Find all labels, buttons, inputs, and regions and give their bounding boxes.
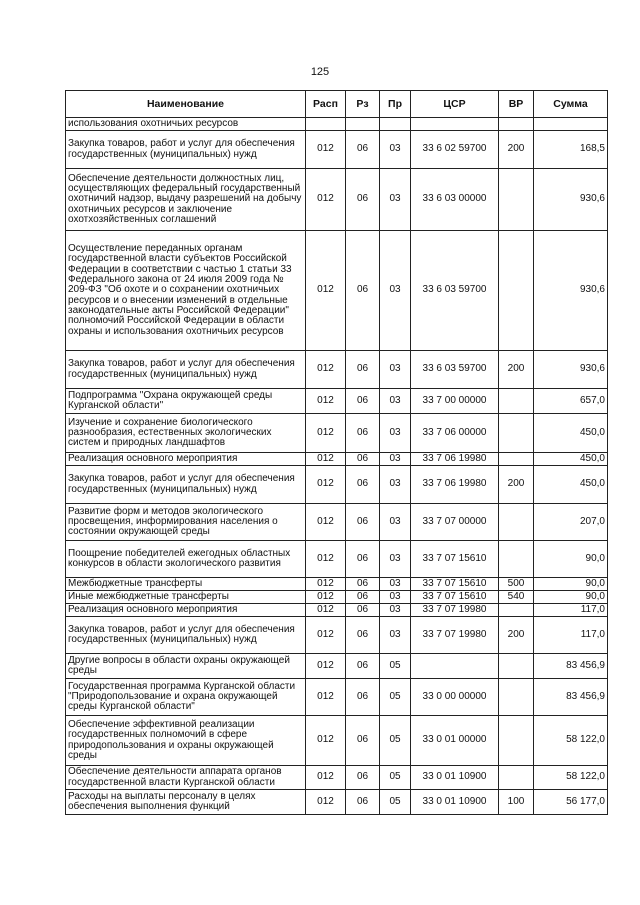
cell-rasp: 012 — [306, 414, 346, 453]
cell-csr: 33 7 06 19980 — [411, 453, 499, 466]
cell-csr — [411, 118, 499, 131]
table-row — [66, 591, 608, 604]
table-row — [66, 578, 608, 591]
cell-sum: 450,0 — [534, 414, 608, 453]
cell-name: использования охотничьих ресурсов — [66, 118, 306, 131]
page-number: 125 — [310, 66, 330, 78]
cell-sum: 58 122,0 — [534, 716, 608, 766]
cell-rasp: 012 — [306, 453, 346, 466]
cell-vr — [499, 414, 534, 453]
cell-sum: 450,0 — [534, 466, 608, 504]
cell-rasp: 012 — [306, 389, 346, 414]
cell-pr: 03 — [380, 169, 411, 231]
cell-name: Расходы на выплаты персоналу в целях обеспечения выполнения функций — [66, 790, 306, 815]
table-row — [66, 351, 608, 389]
cell-rz: 06 — [346, 716, 380, 766]
cell-rasp: 012 — [306, 231, 346, 351]
table-row — [66, 541, 608, 578]
header-csr: ЦСР — [411, 91, 499, 118]
cell-pr: 03 — [380, 504, 411, 541]
cell-vr — [499, 231, 534, 351]
cell-sum: 450,0 — [534, 453, 608, 466]
cell-csr: 33 7 07 15610 — [411, 578, 499, 591]
cell-vr — [499, 716, 534, 766]
cell-rz: 06 — [346, 466, 380, 504]
cell-sum: 90,0 — [534, 541, 608, 578]
cell-vr — [499, 654, 534, 679]
cell-rasp: 012 — [306, 604, 346, 617]
cell-vr — [499, 504, 534, 541]
cell-pr: 05 — [380, 679, 411, 716]
cell-rz: 06 — [346, 414, 380, 453]
table-row — [66, 453, 608, 466]
table-body — [66, 118, 608, 815]
cell-rasp: 012 — [306, 504, 346, 541]
cell-csr: 33 7 07 00000 — [411, 504, 499, 541]
cell-rasp: 012 — [306, 790, 346, 815]
cell-csr: 33 0 00 00000 — [411, 679, 499, 716]
cell-name: Поощрение победителей ежегодных областных конкурсов в области экологического развития — [66, 541, 306, 578]
cell-csr: 33 6 02 59700 — [411, 131, 499, 169]
cell-rasp: 012 — [306, 351, 346, 389]
cell-pr: 03 — [380, 131, 411, 169]
cell-rz: 06 — [346, 389, 380, 414]
cell-name: Закупка товаров, работ и услуг для обеспечения государственных (муниципальных) нужд — [66, 131, 306, 169]
table-row — [66, 679, 608, 716]
cell-name: Развитие форм и методов экологического просвещения, информирования населения о состоянии окружающей среды — [66, 504, 306, 541]
cell-sum: 90,0 — [534, 578, 608, 591]
cell-name: Закупка товаров, работ и услуг для обеспечения государственных (муниципальных) нужд — [66, 617, 306, 654]
cell-rz: 06 — [346, 453, 380, 466]
cell-name: Закупка товаров, работ и услуг для обеспечения государственных (муниципальных) нужд — [66, 466, 306, 504]
table-row — [66, 716, 608, 766]
cell-pr: 03 — [380, 351, 411, 389]
cell-name: Закупка товаров, работ и услуг для обеспечения государственных (муниципальных) нужд — [66, 351, 306, 389]
cell-name: Обеспечение деятельности должностных лиц, осуществляющих федеральный государственный охотничий надзор, выдачу разрешений на добычу охотничьих ресурсов и заключение охотхозяйственных соглашений — [66, 169, 306, 231]
cell-sum: 58 122,0 — [534, 766, 608, 790]
cell-pr — [380, 118, 411, 131]
cell-rz: 06 — [346, 541, 380, 578]
cell-rz: 06 — [346, 591, 380, 604]
cell-sum: 930,6 — [534, 351, 608, 389]
cell-rz: 06 — [346, 790, 380, 815]
cell-sum: 83 456,9 — [534, 654, 608, 679]
table-header-row — [66, 91, 608, 118]
table-row — [66, 766, 608, 790]
table-row — [66, 504, 608, 541]
cell-rz: 06 — [346, 131, 380, 169]
cell-name: Подпрограмма "Охрана окружающей среды Курганской области" — [66, 389, 306, 414]
cell-name: Изучение и сохранение биологического разнообразия, естественных экологических систем и природных ландшафтов — [66, 414, 306, 453]
cell-csr: 33 6 03 00000 — [411, 169, 499, 231]
cell-csr: 33 7 06 00000 — [411, 414, 499, 453]
table-row — [66, 131, 608, 169]
cell-rz: 06 — [346, 351, 380, 389]
table-row — [66, 118, 608, 131]
cell-csr: 33 6 03 59700 — [411, 351, 499, 389]
cell-sum: 56 177,0 — [534, 790, 608, 815]
cell-vr — [499, 604, 534, 617]
cell-csr: 33 0 01 10900 — [411, 790, 499, 815]
cell-sum: 117,0 — [534, 617, 608, 654]
cell-sum: 207,0 — [534, 504, 608, 541]
cell-csr: 33 0 01 10900 — [411, 766, 499, 790]
cell-rz: 06 — [346, 169, 380, 231]
budget-table — [65, 90, 608, 815]
cell-pr: 03 — [380, 453, 411, 466]
cell-csr: 33 7 07 15610 — [411, 591, 499, 604]
header-pr: Пр — [380, 91, 411, 118]
cell-rasp: 012 — [306, 654, 346, 679]
table-row — [66, 389, 608, 414]
cell-pr: 05 — [380, 716, 411, 766]
cell-vr — [499, 766, 534, 790]
cell-sum: 83 456,9 — [534, 679, 608, 716]
cell-csr: 33 7 07 19980 — [411, 604, 499, 617]
header-rz: Рз — [346, 91, 380, 118]
cell-rz: 06 — [346, 604, 380, 617]
cell-vr: 500 — [499, 578, 534, 591]
cell-name: Обеспечение эффективной реализации государственных полномочий в сфере природопользования и охраны окружающей среды — [66, 716, 306, 766]
cell-sum: 168,5 — [534, 131, 608, 169]
cell-vr — [499, 118, 534, 131]
cell-vr: 200 — [499, 617, 534, 654]
cell-sum: 117,0 — [534, 604, 608, 617]
cell-rz — [346, 118, 380, 131]
cell-rasp: 012 — [306, 617, 346, 654]
cell-rasp — [306, 118, 346, 131]
cell-csr: 33 7 07 15610 — [411, 541, 499, 578]
table-row — [66, 654, 608, 679]
cell-rasp: 012 — [306, 679, 346, 716]
header-name: Наименование — [66, 91, 306, 118]
header-sum: Сумма — [534, 91, 608, 118]
cell-vr: 100 — [499, 790, 534, 815]
cell-csr: 33 7 07 19980 — [411, 617, 499, 654]
cell-vr: 200 — [499, 466, 534, 504]
cell-pr: 03 — [380, 591, 411, 604]
cell-vr — [499, 169, 534, 231]
cell-rasp: 012 — [306, 466, 346, 504]
cell-pr: 03 — [380, 231, 411, 351]
cell-pr: 03 — [380, 389, 411, 414]
cell-pr: 03 — [380, 541, 411, 578]
cell-pr: 03 — [380, 578, 411, 591]
cell-vr: 200 — [499, 131, 534, 169]
cell-rasp: 012 — [306, 541, 346, 578]
cell-name: Обеспечение деятельности аппарата органов государственной власти Курганской области — [66, 766, 306, 790]
cell-sum: 657,0 — [534, 389, 608, 414]
cell-csr: 33 7 00 00000 — [411, 389, 499, 414]
cell-name: Иные межбюджетные трансферты — [66, 591, 306, 604]
cell-pr: 03 — [380, 617, 411, 654]
cell-rz: 06 — [346, 231, 380, 351]
header-vr: ВР — [499, 91, 534, 118]
cell-name: Межбюджетные трансферты — [66, 578, 306, 591]
cell-rz: 06 — [346, 679, 380, 716]
cell-name: Реализация основного мероприятия — [66, 453, 306, 466]
table-row — [66, 466, 608, 504]
cell-sum — [534, 118, 608, 131]
cell-rasp: 012 — [306, 716, 346, 766]
cell-rz: 06 — [346, 578, 380, 591]
cell-vr: 540 — [499, 591, 534, 604]
cell-pr: 05 — [380, 654, 411, 679]
cell-pr: 05 — [380, 790, 411, 815]
table-row — [66, 231, 608, 351]
cell-sum: 930,6 — [534, 231, 608, 351]
cell-name: Осуществление переданных органам государственной власти субъектов Российской Федерации в соответствии с частью 1 статьи 33 Федерального закона от 24 июля 2009 года № 209-ФЗ "Об охоте и о сохранении охотничьих ресурсов и о внесении изменений в отдельные законодательные акты Российской Федерации" полномочий Российской Федерации в области охраны и использования охотничьих ресурсов — [66, 231, 306, 351]
cell-name: Другие вопросы в области охраны окружающей среды — [66, 654, 306, 679]
cell-vr — [499, 541, 534, 578]
table-row — [66, 414, 608, 453]
cell-csr: 33 6 03 59700 — [411, 231, 499, 351]
table-row — [66, 617, 608, 654]
table-row — [66, 169, 608, 231]
table-row — [66, 604, 608, 617]
cell-rz: 06 — [346, 617, 380, 654]
cell-sum: 930,6 — [534, 169, 608, 231]
cell-name: Государственная программа Курганской области "Природопользование и охрана окружающей среды Курганской области" — [66, 679, 306, 716]
header-rasp: Расп — [306, 91, 346, 118]
table-row — [66, 790, 608, 815]
cell-vr — [499, 389, 534, 414]
cell-rasp: 012 — [306, 591, 346, 604]
cell-csr: 33 7 06 19980 — [411, 466, 499, 504]
cell-name: Реализация основного мероприятия — [66, 604, 306, 617]
cell-pr: 03 — [380, 414, 411, 453]
cell-pr: 03 — [380, 604, 411, 617]
cell-pr: 05 — [380, 766, 411, 790]
cell-rasp: 012 — [306, 131, 346, 169]
cell-rz: 06 — [346, 654, 380, 679]
cell-vr — [499, 453, 534, 466]
cell-sum: 90,0 — [534, 591, 608, 604]
cell-csr: 33 0 01 00000 — [411, 716, 499, 766]
cell-rz: 06 — [346, 504, 380, 541]
cell-rasp: 012 — [306, 578, 346, 591]
cell-csr — [411, 654, 499, 679]
cell-vr — [499, 679, 534, 716]
cell-rasp: 012 — [306, 169, 346, 231]
cell-rasp: 012 — [306, 766, 346, 790]
cell-vr: 200 — [499, 351, 534, 389]
cell-rz: 06 — [346, 766, 380, 790]
cell-pr: 03 — [380, 466, 411, 504]
